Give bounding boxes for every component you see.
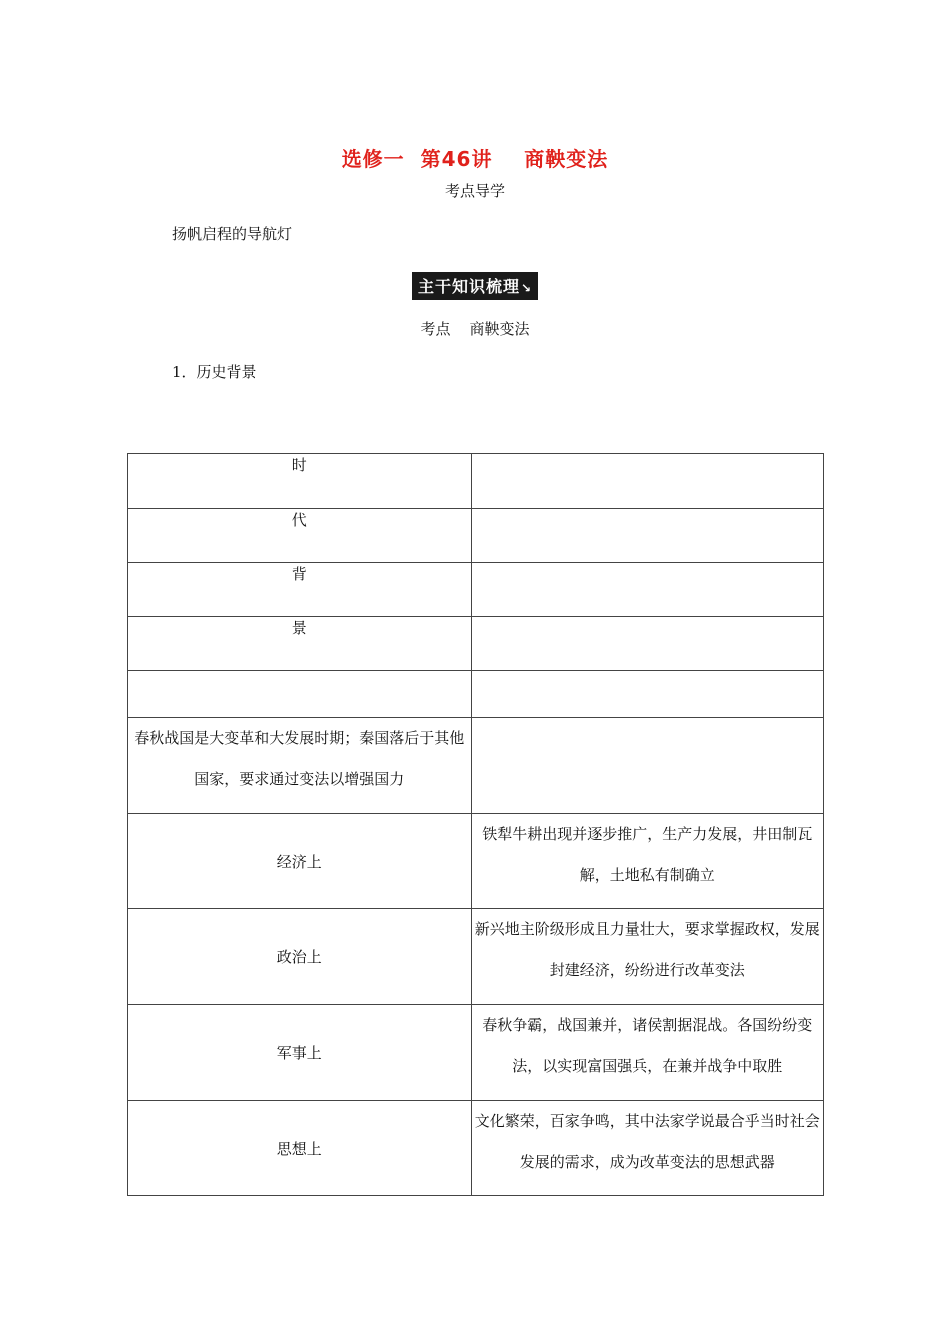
background-table [127, 453, 824, 1196]
arrow-down-right-icon: ↘ [520, 281, 533, 295]
table-cell-left: 春秋战国是大变革和大发展时期；秦国落后于其他国家，要求通过变法以增强国力 [128, 718, 472, 814]
section-banner [412, 272, 538, 300]
table-cell-left: 政治上 [128, 909, 472, 1005]
table-cell-right [471, 718, 824, 814]
table-cell-left [128, 671, 472, 718]
table-row [128, 1101, 824, 1196]
table-cell-right: 文化繁荣，百家争鸣，其中法家学说最合乎当时社会发展的需求，成为改革变法的思想武器 [471, 1101, 824, 1196]
page-title: 选修一 第46讲 商鞅变法 [341, 147, 609, 171]
table-cell-right [471, 509, 824, 563]
table-cell-right: 铁犁牛耕出现并逐步推广，生产力发展，井田制瓦解，土地私有制确立 [471, 814, 824, 909]
table-row [128, 718, 824, 814]
table-cell-left: 军事上 [128, 1005, 472, 1101]
table-cell-right: 春秋争霸，战国兼并，诸侯割据混战。各国纷纷变法，以实现富国强兵，在兼并战争中取胜 [471, 1005, 824, 1101]
table-cell-right [471, 563, 824, 617]
table-cell-right: 新兴地主阶级形成且力量壮大，要求掌握政权，发展封建经济，纷纷进行改革变法 [471, 909, 824, 1005]
table-row [128, 1005, 824, 1101]
page-subtitle: 考点导学 [444, 182, 505, 200]
table-cell-left: 代 [128, 509, 472, 563]
section-heading: 1．历史背景 [172, 363, 257, 381]
table-cell-right [471, 454, 824, 509]
table-cell-left: 思想上 [128, 1101, 472, 1196]
table-row [128, 814, 824, 909]
lead-text: 扬帆启程的导航灯 [172, 225, 293, 243]
table-cell-left: 经济上 [128, 814, 472, 909]
table-cell-left: 景 [128, 617, 472, 671]
table-row [128, 671, 824, 718]
topic-heading: 考点 商鞅变法 [420, 320, 530, 338]
banner-label: 主干知识梳理 [417, 277, 520, 296]
table-row [128, 563, 824, 617]
table-row [128, 509, 824, 563]
table-row [128, 617, 824, 671]
table-cell-right [471, 671, 824, 718]
table-cell-right [471, 617, 824, 671]
table-row [128, 454, 824, 509]
banner-container [0, 272, 950, 300]
table-row [128, 909, 824, 1005]
table-cell-left: 时 [128, 454, 472, 509]
table-cell-left: 背 [128, 563, 472, 617]
